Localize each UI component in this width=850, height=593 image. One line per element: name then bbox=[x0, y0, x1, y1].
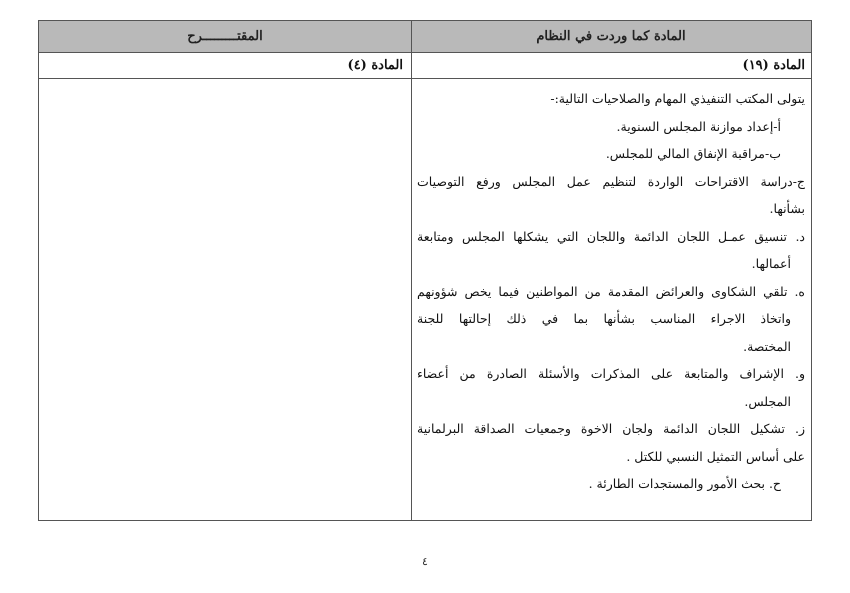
header-proposal: المقتـــــــــرح bbox=[187, 29, 263, 44]
item-z-line1: ز. تشكيل اللجان الدائمة ولجان الاخوة وجمعيات الصداقة البرلمانية bbox=[417, 421, 805, 436]
item-c-line2: بشأنها. bbox=[769, 201, 805, 216]
item-w-line1: و. الإشراف والمتابعة على المذكرات والأسئلة الصادرة من أعضاء bbox=[417, 366, 805, 381]
item-b: ب-مراقبة الإنفاق المالي للمجلس. bbox=[605, 146, 781, 161]
item-w-line2: المجلس. bbox=[744, 393, 791, 409]
item-h-line2: واتخاذ الاجراء المناسب بشأنها بما في ذلك إحالتها للجنة bbox=[417, 311, 791, 326]
header-original-text: المادة كما وردت في النظام bbox=[536, 29, 686, 44]
comparison-table bbox=[38, 20, 812, 521]
item-a: أ-إعداد موازنة المجلس السنوية. bbox=[616, 118, 781, 134]
article-row bbox=[39, 53, 811, 79]
table-header-row bbox=[39, 21, 811, 53]
original-article-text bbox=[417, 85, 805, 498]
item-h-line1: ه. تلقي الشكاوى والعرائض المقدمة من المواطنين فيما يخص شؤونهم bbox=[417, 283, 805, 299]
item-ha: ح. بحث الأمور والمستجدات الطارئة . bbox=[588, 476, 781, 491]
item-d-line2: أعمالها. bbox=[751, 256, 791, 271]
page-number: ٤ bbox=[422, 555, 428, 568]
item-h-line3: المختصة. bbox=[743, 338, 791, 354]
article-proposal-label: المادة (٤) bbox=[347, 58, 403, 73]
article-original-label: المادة (١٩) bbox=[742, 58, 805, 73]
item-c-line1: ج-دراسة الاقتراحات الواردة لتنظيم عمل المجلس ورفع التوصيات bbox=[417, 173, 805, 189]
item-d-line1: د. تنسيق عمـل اللجان الدائمة واللجان التي يشكلها المجلس ومتابعة bbox=[417, 228, 805, 244]
column-divider bbox=[411, 21, 412, 520]
item-z-line2: على أساس التمثيل النسبي للكتل . bbox=[626, 448, 805, 464]
intro-line: يتولى المكتب التنفيذي المهام والصلاحيات التالية:- bbox=[550, 91, 805, 106]
